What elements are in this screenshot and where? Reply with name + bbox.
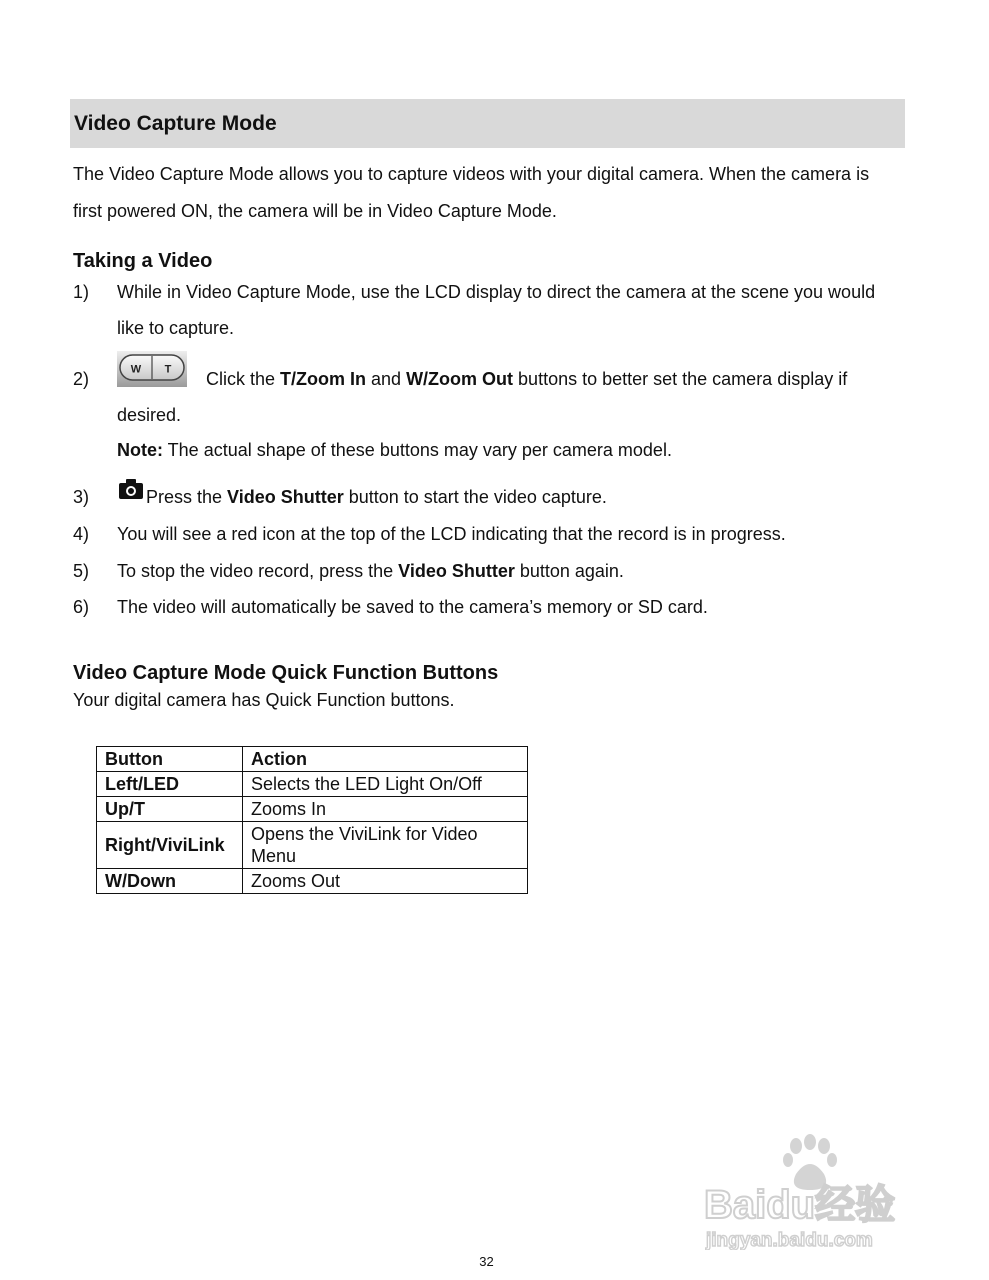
table-cell-button: Left/LED bbox=[97, 772, 243, 797]
zoom-out-label: W/Zoom Out bbox=[406, 369, 514, 389]
table-cell-button: Up/T bbox=[97, 797, 243, 822]
intro-paragraph: The Video Capture Mode allows you to capture videos with your digital camera. When the camera is first powered ON, the camera will be in Video Capture Mode. bbox=[73, 164, 870, 221]
w-label: W bbox=[130, 363, 142, 376]
taking-video-heading: Taking a Video bbox=[73, 250, 213, 272]
step-text bbox=[146, 480, 936, 516]
table-cell-action: Opens the ViviLink for Video Menu bbox=[243, 822, 528, 869]
table-cell-button: Right/ViviLink bbox=[97, 822, 243, 869]
note-body: The actual shape of these buttons may vary per camera model. bbox=[163, 440, 672, 460]
step-number: 3) bbox=[73, 487, 90, 507]
zoom-in-label: T/Zoom In bbox=[280, 369, 367, 389]
step-text-pre: Click the bbox=[206, 369, 281, 389]
quick-function-table bbox=[96, 746, 528, 894]
quick-buttons-intro: Your digital camera has Quick Function buttons. bbox=[73, 690, 455, 710]
baidu-watermark-logo bbox=[700, 1130, 940, 1250]
step-text: The video will automatically be saved to the camera’s memory or SD card. bbox=[117, 597, 708, 617]
section-title: Video Capture Mode bbox=[70, 99, 905, 148]
step-number: 6) bbox=[73, 597, 90, 617]
table-cell-action: Zooms Out bbox=[243, 869, 528, 894]
step-text bbox=[117, 362, 907, 433]
note-label: Note: bbox=[117, 440, 163, 460]
table-row bbox=[97, 869, 528, 894]
t-label: T bbox=[164, 363, 172, 376]
table-cell-button: W/Down bbox=[97, 869, 243, 894]
table-header: Action bbox=[243, 747, 528, 772]
note-text bbox=[117, 433, 907, 469]
step-number: 5) bbox=[73, 561, 90, 581]
step-text-mid: and bbox=[366, 369, 407, 389]
page-number: 32 bbox=[479, 1254, 494, 1269]
watermark-url: jingyan.baidu.com bbox=[706, 1230, 873, 1250]
step-number: 2) bbox=[73, 369, 90, 389]
step-text-post: button again. bbox=[514, 561, 624, 581]
quick-buttons-heading: Video Capture Mode Quick Function Buttons bbox=[73, 662, 499, 684]
table-header-row bbox=[97, 747, 528, 772]
camera-icon bbox=[118, 478, 144, 500]
watermark-logo-text: Baidu经验 bbox=[704, 1183, 896, 1227]
step-text-post: button to start the video capture. bbox=[343, 487, 607, 507]
video-shutter-label: Video Shutter bbox=[398, 561, 515, 581]
step-text bbox=[117, 554, 907, 590]
step-text: You will see a red icon at the top of the LCD indicating that the record is in progress. bbox=[117, 524, 786, 544]
table-cell-action: Selects the LED Light On/Off bbox=[243, 772, 528, 797]
table-cell-action: Zooms In bbox=[243, 797, 528, 822]
video-shutter-label: Video Shutter bbox=[227, 487, 344, 507]
table-row bbox=[97, 772, 528, 797]
step-text-pre: Press the bbox=[146, 487, 228, 507]
step-number: 4) bbox=[73, 524, 90, 544]
step-text-pre: To stop the video record, press the bbox=[117, 561, 399, 581]
table-row bbox=[97, 797, 528, 822]
table-row bbox=[97, 822, 528, 869]
step-text: While in Video Capture Mode, use the LCD display to direct the camera at the scene you would like to capture. bbox=[117, 282, 876, 338]
step-text-post: buttons to better set the camera display if desired. bbox=[117, 369, 848, 425]
table-header: Button bbox=[97, 747, 243, 772]
step-number: 1) bbox=[73, 282, 90, 302]
